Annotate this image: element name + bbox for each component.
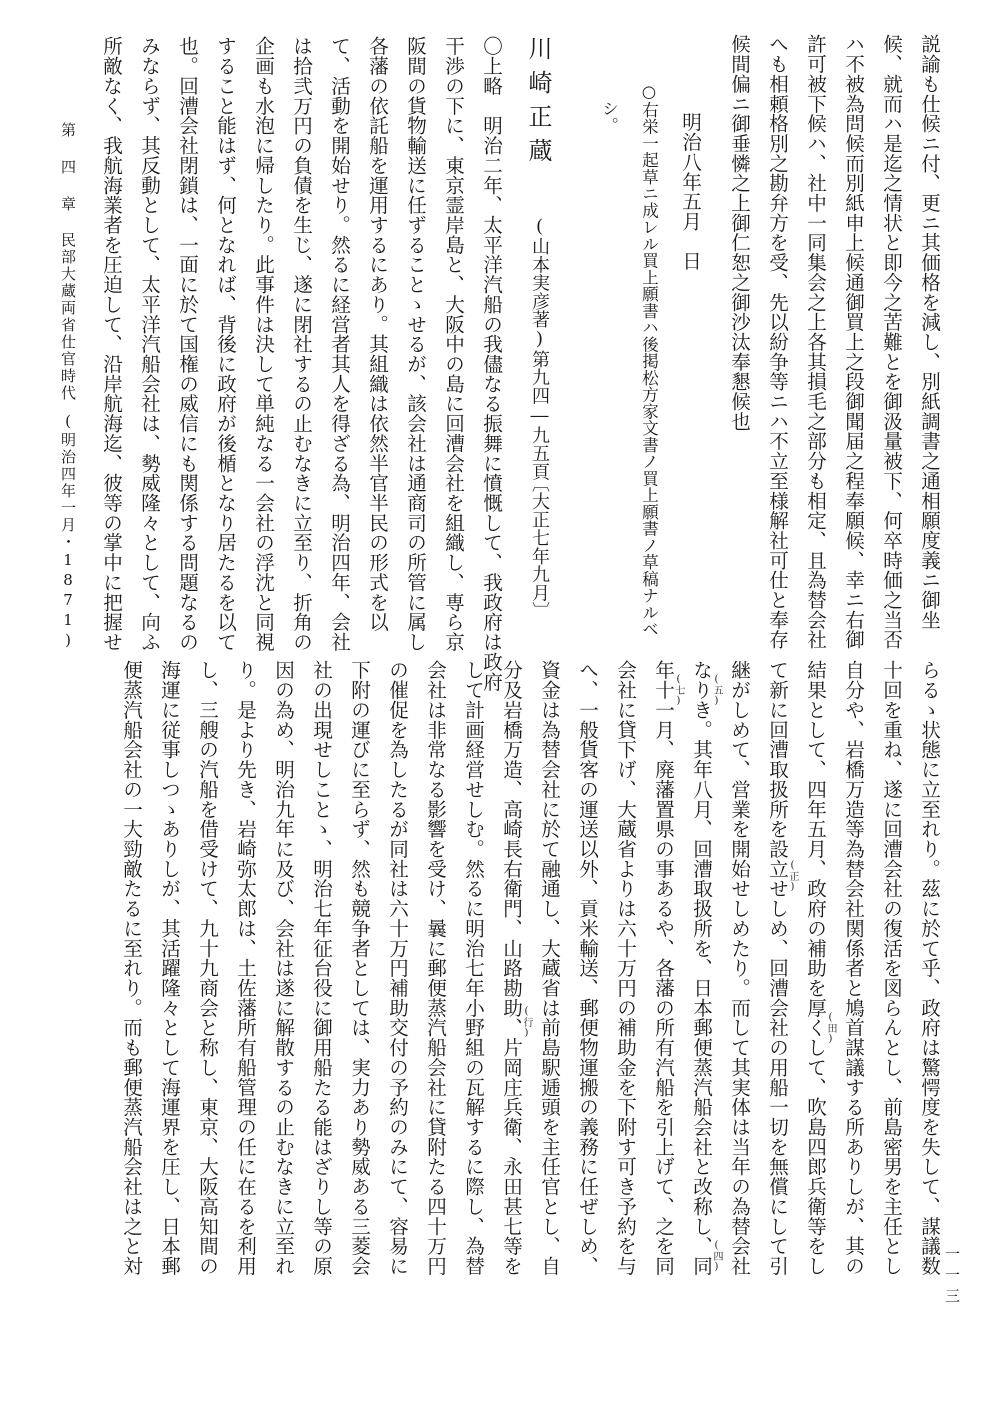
body-line: て、活動を開始せり。然るに経営者其人を得ざる為、明治四年、会社 <box>327 36 351 652</box>
ruby-mark: (田) <box>825 1012 836 1045</box>
body-line: 継がしめて、営業を開始せしめたり。而して其実体は当年の為替会社 <box>727 660 751 1276</box>
body-line: 下附の運びに至らず、然も競争者としては、実力あり勢威ある三菱会 <box>347 660 371 1276</box>
body-line: 也。回漕会社閉鎖は、一面に於て国権の威信にも関係する問題なるの <box>175 36 199 652</box>
ruby-mark: (五) <box>711 674 722 707</box>
document-line: ハ不被為問候而別紙申上候通御買上之段御聞届之程奉願候、幸ニ右御 <box>841 34 865 650</box>
body-line: て新に回漕取扱所を設立せしめ、回漕会社の用船一切を無償にして引 <box>765 660 789 1276</box>
body-line: 便蒸汽船会社の一大勁敵たるに至れり。而も郵便蒸汽船会社は之と対 <box>119 660 143 1276</box>
document-line: 候、就而ハ是迄之情状と即今之苦難とを御汲量被下、何卒時価之当否 <box>879 34 903 650</box>
body-line: 会社に貸下げ、大蔵省よりは六十万円の補助金を下附す可き予約を与 <box>613 660 637 1276</box>
section-pages: 第九四―九五頁 <box>529 350 550 481</box>
document-line: 許可被下候ハ、社中一同集会之上各其損毛之部分も相定、且為替会社 <box>803 34 827 650</box>
document-line: へも相頼格別之勘弁方を受、先以紛争等ニハ不立至様解社可仕と奉存 <box>765 34 789 650</box>
page-number: 一一三 <box>943 1246 961 1309</box>
body-line: 十回を重ね、遂に回漕会社の復活を図らんとし、前島密男を主任とし <box>879 660 903 1276</box>
body-line: 会社は非常なる影響を受け、曩に郵便蒸汽船会社に貸附たる四十万円 <box>423 660 447 1276</box>
body-line: 阪間の貨物輸送に任ずることゝせるが、該会社は通商司の所管に属し <box>403 36 427 652</box>
body-line: は拾弐万円の負債を生じ、遂に閉社するの止むなきに立至り、折角の <box>289 36 313 652</box>
body-line: みならず、其反動として、太平洋汽船会社は、勢威隆々として、向ふ <box>137 36 161 652</box>
ruby-mark: (行) <box>521 1006 532 1039</box>
ruby-mark: (四) <box>711 1240 722 1273</box>
body-line: すること能はず、何となれば、背後に政府が後楯となり居たるを以て <box>213 36 237 652</box>
document-line: 候間偏ニ御垂憐之上御仁恕之御沙汰奉懇候也 <box>727 34 751 431</box>
body-line: へ、一般貨客の運送以外、貢米輸送、郵便物運搬の義務に任ぜしめ、 <box>575 660 599 1276</box>
document-date: 明治八年五月 日 <box>678 112 702 271</box>
body-line: 分及岩橋万造、高崎長右衛門、山路勘助、片岡庄兵衛、永田甚七等を <box>499 660 523 1276</box>
body-line: 年十一月、廃藩置県の事あるや、各藩の所有汽船を引上げて、之を同 <box>651 660 675 1276</box>
running-dates: (明治四年一月・1871) <box>59 412 77 651</box>
running-chapter: 第 四 章 <box>59 122 77 213</box>
body-line: 因の為め、明治九年に及び、会社は遂に解散するの止むなきに立至れ <box>271 660 295 1276</box>
body-line: 社の出現せしことゝ、明治七年征台役に御用船たる能はざりし等の原 <box>309 660 333 1276</box>
body-line: 所敵なく、我航海業者を圧迫して、沿岸航海迄、彼等の掌中に把握せ <box>99 36 123 652</box>
body-line: 結果として、四年五月、政府の補助を厚くして、吹島四郎兵衛等をし <box>803 660 827 1276</box>
body-line: の催促を為したるが同社は六十万円補助交付の予約のみにて、容易に <box>385 660 409 1276</box>
body-line: して計画経営せしむ。然るに明治七年小野組の瓦解するに際し、為替 <box>461 660 485 1276</box>
body-line: 干渉の下に、東京霊岸島と、大阪中の島に回漕会社を組織し、専ら京 <box>441 36 465 652</box>
body-line: 企画も水泡に帰したり。此事件は決して単純なる一会社の浮沈と同視 <box>251 36 275 652</box>
ruby-mark: (正) <box>787 860 798 893</box>
section-heading: 川崎正蔵 <box>524 36 552 172</box>
ruby-mark: (七) <box>673 674 684 707</box>
body-line: し、三艘の汽船を借受けて、九十九商会と称し、東京、大阪高知間の <box>195 660 219 1276</box>
body-line: 資金は為替会社に於て融通し、大蔵省は前島駅逓頭を主任官とし、自 <box>537 660 561 1276</box>
editor-note-line: ○右栄一起草ニ成レル買上願書ハ後掲松方家文書ノ買上願書ノ草稿ナルベ <box>639 82 659 638</box>
section-date: 〔大正七年九月〕 <box>529 474 550 620</box>
document-line: 説諭も仕候ニ付、更ニ其価格を減し、別紙調書之通相願度義ニ御坐 <box>917 34 941 630</box>
body-line: 自分や、岩橋万造等為替会社関係者と鳩首謀議する所ありしが、其の <box>841 660 865 1276</box>
body-line: なりき。其年八月、回漕取扱所を、日本郵便蒸汽船会社と改称し、同 <box>689 660 713 1276</box>
body-line: らるゝ状態に立至れり。茲に於て乎、政府は驚愕度を失して、謀議数 <box>917 660 941 1276</box>
body-line: 海運に従事しつゝありしが、其活躍隆々として海運界を圧し、日本郵 <box>157 660 181 1276</box>
body-line: り。是より先き、岩崎弥太郎は、土佐藩所有船管理の任に在るを利用 <box>233 660 257 1276</box>
body-line: 〇上略 明治二年、太平洋汽船の我儘なる振舞に憤慨して、我政府は政府 <box>479 36 503 692</box>
editor-note-line: シ。 <box>599 100 619 134</box>
body-line: 各藩の依託船を運用するにあり。其組織は依然半官半民の形式を以 <box>365 36 389 632</box>
section-author: (山本実彦著) <box>529 216 550 350</box>
running-title: 民部大蔵両省仕官時代 <box>59 232 77 402</box>
